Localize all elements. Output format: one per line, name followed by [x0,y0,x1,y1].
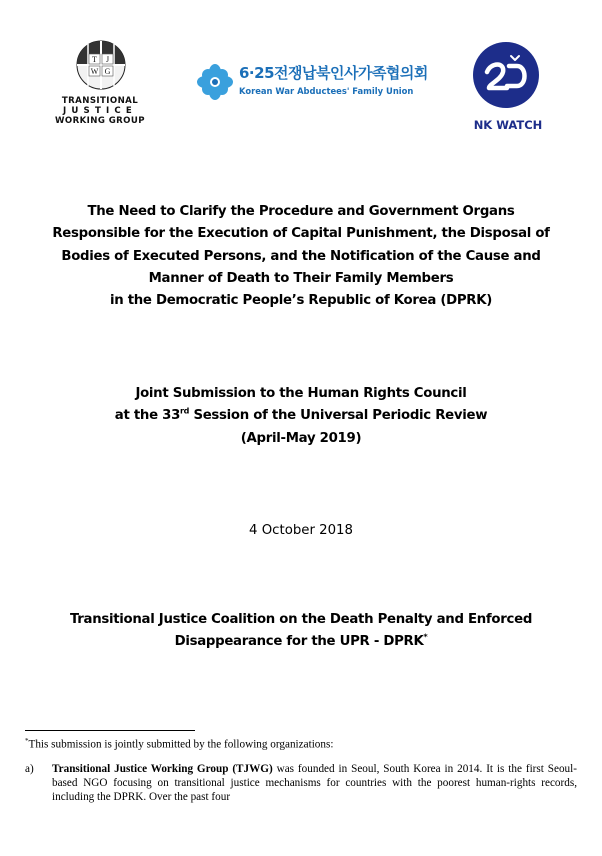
nkwatch-emblem-icon [473,42,539,108]
kwafu-logo [197,60,427,106]
flower-icon [197,64,233,100]
footnote-item-label: a) [25,763,34,775]
nkwatch-wordmark: NK WATCH [473,118,543,132]
footnote-marker-ref: * [25,737,29,745]
submission-date: 4 October 2018 [249,523,353,538]
submission-line-2 [20,405,582,427]
footnote-separator [25,730,195,731]
nkwatch-logo [466,40,550,132]
kwafu-english-name: Korean War Abductees' Family Union [239,86,414,96]
title-line-4: Manner of Death to Their Family Members [148,270,454,286]
tjwg-line-3: WORKING GROUP [55,116,145,126]
document-title [20,201,582,312]
tjwg-mark-j: J [105,55,110,64]
tjwg-line-1: TRANSITIONAL [61,96,139,106]
coalition-line-2-text: Disappearance for the UPR - DPRK [174,634,424,650]
title-line-5: in the Democratic People’s Republic of Korea (DPRK) [109,293,493,309]
title-line-3: Bodies of Executed Persons, and the Notification of the Cause and [61,248,541,264]
coalition-line-2 [20,631,582,653]
tjwg-mark-g: G [104,67,111,76]
kwafu-korean-name: 6·25전쟁납북인사가족협의회 [239,64,428,82]
footnote-item-a [25,762,577,804]
submission-heading [20,383,582,450]
tjwg-mark-w: W [90,67,99,76]
tjwg-logo [48,40,152,132]
org-name: Transitional Justice Working Group (TJWG) [52,763,273,775]
submission-line-2-post: Session of the Universal Periodic Review [189,408,488,424]
coalition-line-1: Transitional Justice Coalition on the Death Penalty and Enforced [69,612,533,627]
footnote [25,735,585,752]
footnote-text: This submission is jointly submitted by the following organizations: [28,738,334,751]
org-description: was founded in Seoul, South Korea in 2014. It is the first Seoul-based NGO focusing on transitional justice mechanisms for countries with the poorest human-rights records, including the DPRK. Over the past four [52,763,577,803]
tjwg-mark-t: T [92,55,97,64]
tjwg-wordmark [48,96,152,126]
submission-line-3: (April-May 2019) [240,430,362,446]
footnote-marker: * [423,632,428,642]
ordinal-suffix: rd [180,406,190,416]
tjwg-emblem-icon [76,40,126,90]
title-line-2: Responsible for the Execution of Capital Punishment, the Disposal of [52,226,550,242]
submission-line-2-pre: at the 33 [114,408,181,424]
title-line-1: The Need to Clarify the Procedure and Government Organs [87,204,515,219]
submission-line-1: Joint Submission to the Human Rights Council [135,386,467,401]
tjwg-line-2: JUSTICE [62,106,137,116]
coalition-heading [20,609,582,654]
footnote-item-body [52,762,577,804]
